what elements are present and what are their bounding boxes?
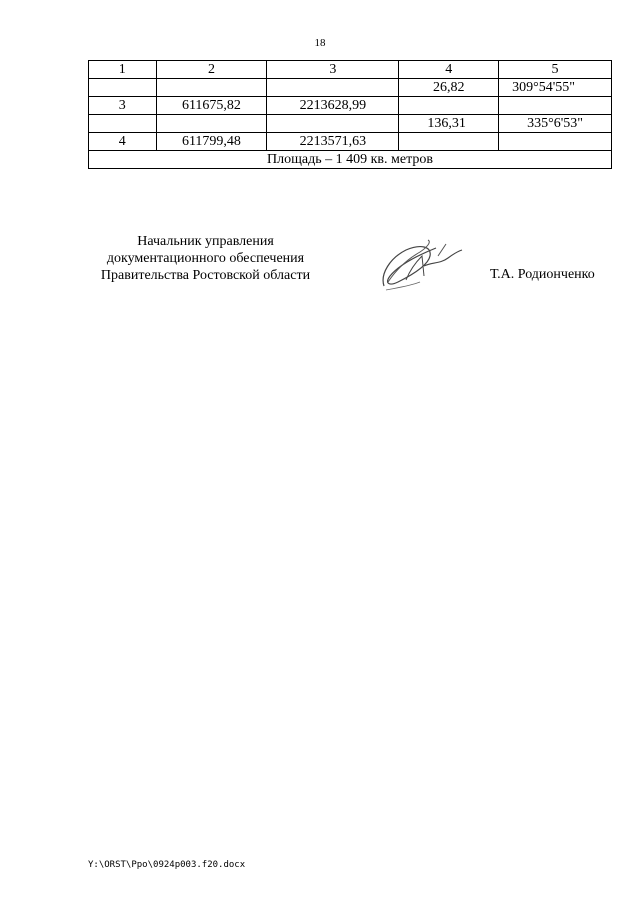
table-cell <box>499 133 612 151</box>
header-cell: 3 <box>267 61 399 79</box>
table-cell <box>399 97 499 115</box>
page-number: 18 <box>314 37 326 49</box>
table-cell: 3 <box>89 97 157 115</box>
position-line: Правительства Ростовской области <box>100 268 311 283</box>
table-cell <box>156 115 267 133</box>
table-cell <box>399 133 499 151</box>
table-cell: 136,31 <box>399 115 499 133</box>
table-cell: 2213571,63 <box>267 133 399 151</box>
header-cell: 5 <box>499 61 612 79</box>
header-cell: 1 <box>89 61 157 79</box>
table-cell: 611675,82 <box>156 97 267 115</box>
table-cell: 2213628,99 <box>267 97 399 115</box>
file-path-footer: Y:\ORST\Ppo\0924p003.f20.docx <box>88 860 246 870</box>
table-cell: 611799,48 <box>156 133 267 151</box>
table-cell <box>89 79 157 97</box>
signer-name: Т.А. Родионченко <box>490 267 595 282</box>
table-row <box>89 97 612 115</box>
table-cell <box>156 79 267 97</box>
table-cell: 309°54'55" <box>499 79 612 97</box>
area-total: Площадь – 1 409 кв. метров <box>89 151 612 169</box>
table-row <box>89 79 612 97</box>
table-cell: 335°6'53" <box>499 115 612 133</box>
table-row <box>89 133 612 151</box>
table-cell <box>89 115 157 133</box>
coordinates-table <box>88 60 612 169</box>
table-cell <box>267 79 399 97</box>
table-header-row <box>89 61 612 79</box>
table-cell <box>499 97 612 115</box>
position-line: документационного обеспечения <box>106 251 305 266</box>
table-cell: 4 <box>89 133 157 151</box>
handwritten-signature <box>376 236 466 294</box>
position-line: Начальник управления <box>137 234 274 249</box>
table-cell: 26,82 <box>399 79 499 97</box>
table-row <box>89 115 612 133</box>
signatory-position <box>88 233 323 284</box>
table-cell <box>267 115 399 133</box>
header-cell: 2 <box>156 61 267 79</box>
table-area-row <box>89 151 612 169</box>
header-cell: 4 <box>399 61 499 79</box>
